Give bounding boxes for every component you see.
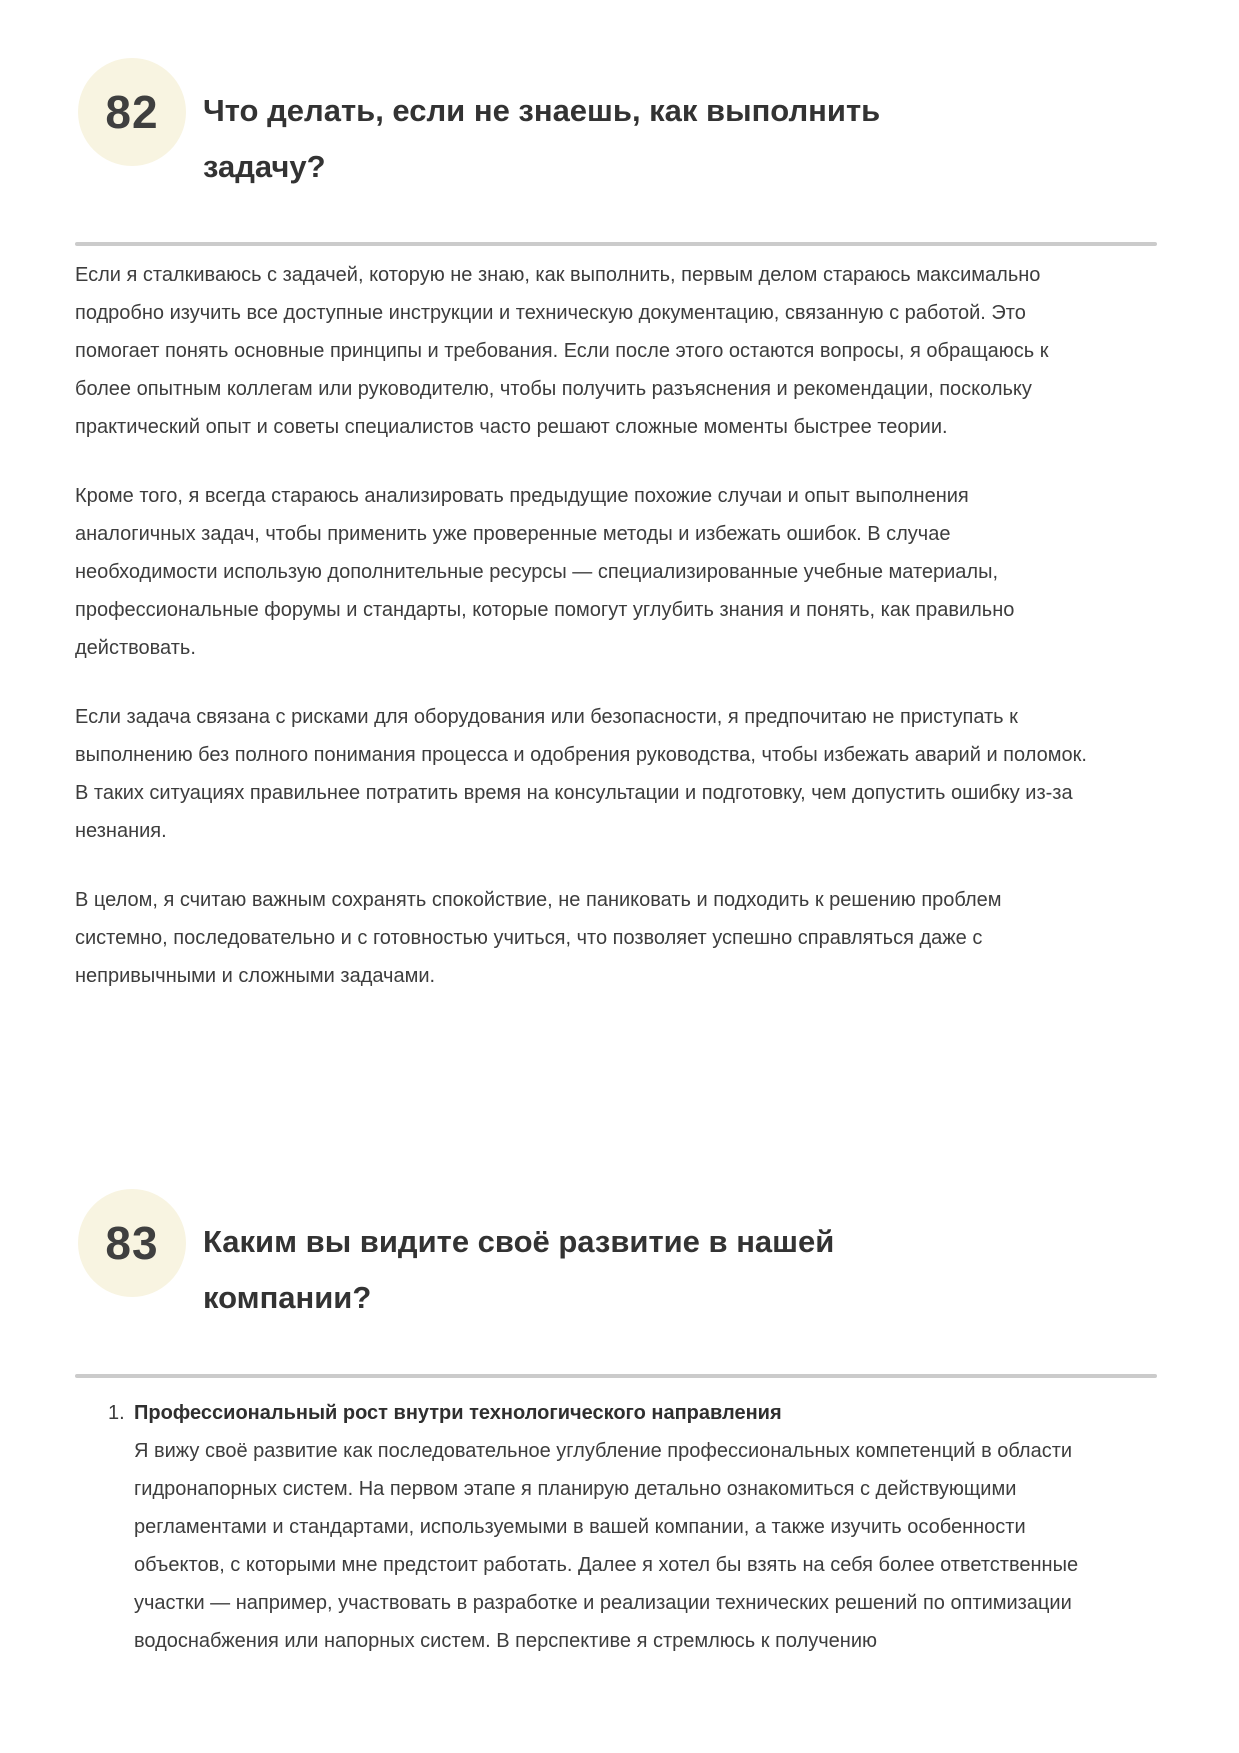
- question-83-header: [75, 1187, 1157, 1351]
- question-title: Каким вы видите своё развитие в нашей компании?: [203, 1224, 835, 1316]
- answer-list: [75, 1394, 1157, 1660]
- list-item-content: [134, 1394, 1119, 1660]
- list-item-number: 1.: [108, 1401, 125, 1424]
- list-item: [75, 1394, 1157, 1660]
- question-number-badge: [78, 1189, 186, 1297]
- answer-paragraph: Если я сталкиваюсь с задачей, которую не знаю, как выполнить, первым делом стараюсь максимально подробно изучить все доступные инструкции и техническую документацию, связанную с работой. Это помогает понять основные принципы и требования. Если после этого остаются вопросы, я обращаюсь к более опытным коллегам или руководителю, чтобы получить разъяснения и рекомендации, поскольку практический опыт и советы специалистов часто решают сложные моменты быстрее теории.: [75, 264, 1049, 439]
- question-number-badge: [78, 58, 186, 166]
- question-title: Что делать, если не знаешь, как выполнить задачу?: [203, 92, 881, 184]
- question-82-header: [75, 56, 1157, 220]
- answer-paragraph: Кроме того, я всегда стараюсь анализировать предыдущие похожие случаи и опыт выполнения аналогичных задач, чтобы применить уже проверенные методы и избежать ошибок. В случае необходимости использую дополнительные ресурсы — специализированные учебные материалы, профессиональные форумы и стандарты, которые помогут углубить знания и понять, как правильно действовать.: [75, 485, 1015, 660]
- question-number: 82: [105, 86, 159, 138]
- question-number: 83: [105, 1217, 159, 1270]
- section-divider: [75, 242, 1157, 246]
- list-item-text: Я вижу своё развитие как последовательное углубление профессиональных компетенций в области гидронапорных систем. На первом этапе я планирую детально ознакомиться с действующими регламентами и стандартами, используемыми в вашей компании, а также изучить особенности объектов, с которыми мне предстоит работать. Далее я хотел бы взять на себя более ответственные участки — например, участвовать в разработке и реализации технических решений по оптимизации водоснабжения или напорных систем. В перспективе я стремлюсь к получению: [134, 1439, 1079, 1652]
- answer-body: [75, 256, 1157, 995]
- list-item-title: Профессиональный рост внутри технологического направления: [134, 1401, 782, 1424]
- question-83-section: [75, 1187, 1157, 1659]
- answer-paragraph: В целом, я считаю важным сохранять спокойствие, не паниковать и подходить к решению проблем системно, последовательно и с готовностью учиться, что позволяет успешно справляться даже с непривычными и сложными задачами.: [75, 889, 1002, 988]
- question-82-section: [75, 56, 1157, 995]
- answer-paragraph: Если задача связана с рисками для оборудования или безопасности, я предпочитаю не приступать к выполнению без полного понимания процесса и одобрения руководства, чтобы избежать аварий и поломок. В таких ситуациях правильнее потратить время на консультации и подготовку, чем допустить ошибку из-за незнания.: [75, 706, 1087, 843]
- section-divider: [75, 1374, 1157, 1378]
